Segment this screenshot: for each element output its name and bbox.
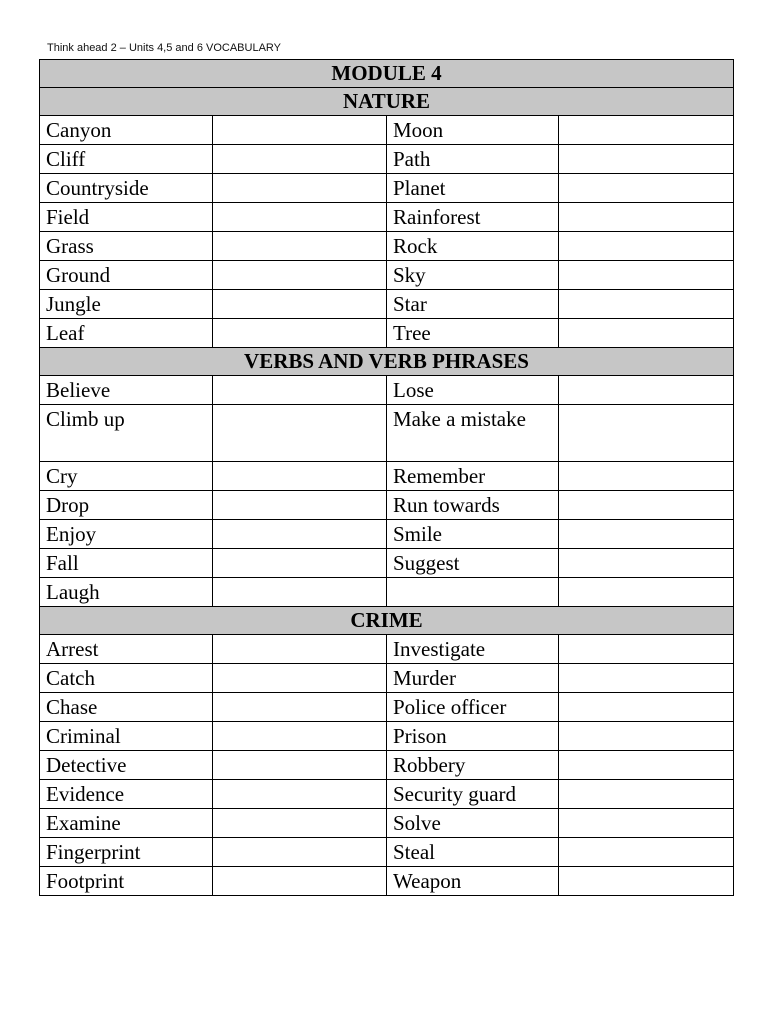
answer-cell-right[interactable] bbox=[559, 664, 734, 693]
section-title: CRIME bbox=[40, 607, 734, 635]
vocab-row bbox=[40, 232, 734, 261]
vocab-word-right: Murder bbox=[387, 664, 559, 693]
vocab-row bbox=[40, 751, 734, 780]
answer-cell-right[interactable] bbox=[559, 405, 734, 462]
vocab-row bbox=[40, 319, 734, 348]
answer-cell-right[interactable] bbox=[559, 838, 734, 867]
vocab-word-right: Sky bbox=[387, 261, 559, 290]
vocab-word-left: Footprint bbox=[40, 867, 213, 896]
vocab-word-right: Make a mistake bbox=[387, 405, 559, 462]
answer-cell-right[interactable] bbox=[559, 491, 734, 520]
vocab-row bbox=[40, 809, 734, 838]
answer-cell-right[interactable] bbox=[559, 261, 734, 290]
vocab-word-left: Jungle bbox=[40, 290, 213, 319]
vocab-word-right: Tree bbox=[387, 319, 559, 348]
answer-cell-right[interactable] bbox=[559, 145, 734, 174]
answer-cell-right[interactable] bbox=[559, 232, 734, 261]
vocab-word-right bbox=[387, 578, 559, 607]
vocab-row bbox=[40, 664, 734, 693]
vocab-row bbox=[40, 174, 734, 203]
vocab-row bbox=[40, 290, 734, 319]
answer-cell-right[interactable] bbox=[559, 578, 734, 607]
answer-cell-right[interactable] bbox=[559, 116, 734, 145]
answer-cell-left[interactable] bbox=[213, 751, 387, 780]
answer-cell-left[interactable] bbox=[213, 261, 387, 290]
vocab-row bbox=[40, 261, 734, 290]
vocab-row bbox=[40, 405, 734, 462]
vocab-word-right: Remember bbox=[387, 462, 559, 491]
vocab-word-right: Investigate bbox=[387, 635, 559, 664]
answer-cell-right[interactable] bbox=[559, 520, 734, 549]
answer-cell-left[interactable] bbox=[213, 232, 387, 261]
page-header: Think ahead 2 – Units 4,5 and 6 VOCABULARY bbox=[47, 42, 281, 54]
vocab-row bbox=[40, 693, 734, 722]
vocab-word-left: Fingerprint bbox=[40, 838, 213, 867]
answer-cell-right[interactable] bbox=[559, 722, 734, 751]
vocab-word-left: Arrest bbox=[40, 635, 213, 664]
answer-cell-right[interactable] bbox=[559, 751, 734, 780]
vocab-word-left: Climb up bbox=[40, 405, 213, 462]
answer-cell-right[interactable] bbox=[559, 290, 734, 319]
vocab-row bbox=[40, 491, 734, 520]
answer-cell-left[interactable] bbox=[213, 664, 387, 693]
vocab-word-left: Catch bbox=[40, 664, 213, 693]
answer-cell-left[interactable] bbox=[213, 780, 387, 809]
vocab-word-right: Weapon bbox=[387, 867, 559, 896]
section-title: NATURE bbox=[40, 88, 734, 116]
vocab-word-right: Smile bbox=[387, 520, 559, 549]
vocab-row bbox=[40, 867, 734, 896]
vocab-word-left: Drop bbox=[40, 491, 213, 520]
answer-cell-right[interactable] bbox=[559, 867, 734, 896]
answer-cell-right[interactable] bbox=[559, 635, 734, 664]
vocab-word-left: Cry bbox=[40, 462, 213, 491]
answer-cell-right[interactable] bbox=[559, 549, 734, 578]
vocab-word-left: Cliff bbox=[40, 145, 213, 174]
vocab-word-left: Fall bbox=[40, 549, 213, 578]
vocab-word-left: Criminal bbox=[40, 722, 213, 751]
module-title: MODULE 4 bbox=[40, 60, 734, 88]
module-title-row bbox=[40, 60, 734, 88]
vocab-word-right: Security guard bbox=[387, 780, 559, 809]
vocab-word-left: Ground bbox=[40, 261, 213, 290]
answer-cell-left[interactable] bbox=[213, 319, 387, 348]
vocab-row bbox=[40, 376, 734, 405]
vocab-word-left: Canyon bbox=[40, 116, 213, 145]
vocab-word-right: Lose bbox=[387, 376, 559, 405]
answer-cell-left[interactable] bbox=[213, 405, 387, 462]
vocab-word-right: Run towards bbox=[387, 491, 559, 520]
vocab-word-right: Rainforest bbox=[387, 203, 559, 232]
answer-cell-left[interactable] bbox=[213, 549, 387, 578]
answer-cell-left[interactable] bbox=[213, 145, 387, 174]
section-header-row bbox=[40, 348, 734, 376]
answer-cell-left[interactable] bbox=[213, 203, 387, 232]
vocab-word-right: Prison bbox=[387, 722, 559, 751]
vocab-row bbox=[40, 462, 734, 491]
answer-cell-left[interactable] bbox=[213, 491, 387, 520]
vocab-word-right: Star bbox=[387, 290, 559, 319]
vocab-word-right: Solve bbox=[387, 809, 559, 838]
answer-cell-right[interactable] bbox=[559, 203, 734, 232]
vocab-word-left: Believe bbox=[40, 376, 213, 405]
section-header-row bbox=[40, 88, 734, 116]
vocab-word-left: Examine bbox=[40, 809, 213, 838]
vocab-word-left: Evidence bbox=[40, 780, 213, 809]
vocab-row bbox=[40, 520, 734, 549]
vocab-row bbox=[40, 549, 734, 578]
answer-cell-right[interactable] bbox=[559, 462, 734, 491]
vocab-row bbox=[40, 203, 734, 232]
vocab-word-left: Detective bbox=[40, 751, 213, 780]
answer-cell-left[interactable] bbox=[213, 116, 387, 145]
vocab-word-left: Laugh bbox=[40, 578, 213, 607]
answer-cell-left[interactable] bbox=[213, 722, 387, 751]
vocab-word-left: Chase bbox=[40, 693, 213, 722]
section-title: VERBS AND VERB PHRASES bbox=[40, 348, 734, 376]
vocab-word-right: Robbery bbox=[387, 751, 559, 780]
answer-cell-right[interactable] bbox=[559, 319, 734, 348]
vocab-row bbox=[40, 838, 734, 867]
vocabulary-table-body bbox=[40, 60, 734, 896]
vocab-word-left: Field bbox=[40, 203, 213, 232]
vocab-word-right: Police officer bbox=[387, 693, 559, 722]
vocab-row bbox=[40, 116, 734, 145]
answer-cell-left[interactable] bbox=[213, 578, 387, 607]
vocab-word-left: Enjoy bbox=[40, 520, 213, 549]
vocab-word-left: Grass bbox=[40, 232, 213, 261]
vocab-row bbox=[40, 578, 734, 607]
vocabulary-table bbox=[39, 59, 734, 896]
answer-cell-left[interactable] bbox=[213, 693, 387, 722]
vocab-word-right: Steal bbox=[387, 838, 559, 867]
answer-cell-right[interactable] bbox=[559, 693, 734, 722]
vocab-row bbox=[40, 635, 734, 664]
answer-cell-left[interactable] bbox=[213, 290, 387, 319]
answer-cell-right[interactable] bbox=[559, 376, 734, 405]
answer-cell-left[interactable] bbox=[213, 174, 387, 203]
answer-cell-left[interactable] bbox=[213, 520, 387, 549]
vocab-word-left: Countryside bbox=[40, 174, 213, 203]
answer-cell-left[interactable] bbox=[213, 867, 387, 896]
vocab-row bbox=[40, 145, 734, 174]
answer-cell-left[interactable] bbox=[213, 838, 387, 867]
answer-cell-right[interactable] bbox=[559, 809, 734, 838]
vocab-row bbox=[40, 722, 734, 751]
answer-cell-left[interactable] bbox=[213, 376, 387, 405]
answer-cell-right[interactable] bbox=[559, 780, 734, 809]
section-header-row bbox=[40, 607, 734, 635]
vocab-word-right: Moon bbox=[387, 116, 559, 145]
answer-cell-left[interactable] bbox=[213, 462, 387, 491]
vocab-row bbox=[40, 780, 734, 809]
vocab-word-right: Planet bbox=[387, 174, 559, 203]
vocab-word-right: Path bbox=[387, 145, 559, 174]
answer-cell-left[interactable] bbox=[213, 809, 387, 838]
answer-cell-right[interactable] bbox=[559, 174, 734, 203]
vocab-word-left: Leaf bbox=[40, 319, 213, 348]
vocab-word-right: Suggest bbox=[387, 549, 559, 578]
answer-cell-left[interactable] bbox=[213, 635, 387, 664]
vocab-word-right: Rock bbox=[387, 232, 559, 261]
